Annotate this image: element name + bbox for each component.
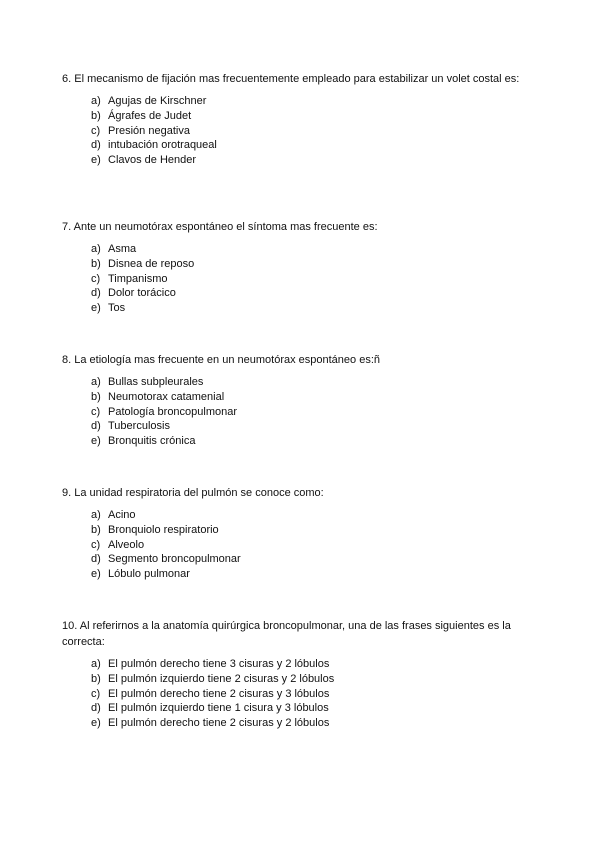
option-marker: e) [91, 154, 101, 167]
option-item [62, 567, 540, 582]
option-marker: c) [91, 405, 101, 418]
option-marker: a) [91, 509, 101, 521]
options-list [62, 508, 540, 582]
option-marker: b) [91, 109, 101, 122]
question [62, 352, 540, 449]
option-marker: e) [91, 302, 101, 315]
option-item [62, 257, 540, 272]
option-marker: a) [91, 95, 101, 107]
option-text: Neumotorax catamenial [108, 390, 225, 403]
option-item [62, 286, 540, 301]
question [62, 485, 540, 582]
option-text: Alveolo [108, 538, 145, 551]
option-item [62, 538, 540, 553]
option-text: Clavos de Hender [108, 154, 197, 167]
options-list [62, 375, 540, 449]
option-marker: c) [91, 538, 101, 551]
question-stem: 10. Al referirnos a la anatomía quirúrgica broncopulmonar, una de las frases siguientes es la correcta: [62, 620, 511, 648]
option-item [62, 657, 540, 672]
option-item [62, 94, 540, 109]
question-stem: 6. El mecanismo de fijación mas frecuentemente empleado para estabilizar un volet costal es: [62, 73, 520, 85]
option-marker: e) [91, 435, 101, 448]
option-text: Lóbulo pulmonar [108, 568, 190, 581]
option-item [62, 124, 540, 139]
option-item [62, 272, 540, 287]
question-stem: 8. La etiología mas frecuente en un neumotórax espontáneo es:ñ [62, 354, 380, 366]
option-item [62, 390, 540, 405]
option-item [62, 552, 540, 567]
option-marker: c) [91, 272, 101, 285]
option-marker: b) [91, 390, 101, 403]
option-text: El pulmón derecho tiene 2 cisuras y 3 lóbulos [108, 687, 330, 700]
question [62, 219, 540, 316]
option-marker: c) [91, 124, 101, 137]
option-marker: a) [91, 658, 101, 670]
option-item [62, 375, 540, 390]
option-text: Disnea de reposo [108, 257, 195, 270]
option-item [62, 301, 540, 316]
option-marker: a) [91, 376, 101, 388]
option-marker: e) [91, 568, 101, 581]
option-marker: d) [91, 420, 101, 433]
option-marker: d) [91, 287, 101, 300]
option-text: Tuberculosis [108, 420, 170, 433]
option-item [62, 672, 540, 687]
option-item [62, 523, 540, 538]
option-marker: b) [91, 523, 101, 536]
option-item [62, 153, 540, 168]
option-text: El pulmón izquierdo tiene 2 cisuras y 2 lóbulos [108, 672, 335, 685]
question [62, 71, 540, 168]
option-text: Tos [108, 302, 126, 315]
option-text: Segmento broncopulmonar [108, 553, 241, 566]
option-text: El pulmón izquierdo tiene 1 cisura y 3 lóbulos [108, 702, 329, 715]
option-text: Bronquiolo respiratorio [108, 523, 219, 536]
option-text: Timpanismo [108, 272, 168, 285]
option-marker: c) [91, 687, 101, 700]
option-item [62, 716, 540, 731]
option-item [62, 242, 540, 257]
option-text: Presión negativa [108, 124, 190, 137]
option-text: Bronquitis crónica [108, 435, 196, 448]
option-item [62, 508, 540, 523]
option-item [62, 687, 540, 702]
option-item [62, 138, 540, 153]
question-stem: 7. Ante un neumotórax espontáneo el síntoma mas frecuente es: [62, 221, 378, 233]
options-list [62, 94, 540, 168]
option-marker: b) [91, 672, 101, 685]
option-text: Dolor torácico [108, 287, 176, 300]
option-item [62, 419, 540, 434]
option-marker: e) [91, 717, 101, 730]
option-text: Acino [108, 509, 136, 521]
option-text: Ágrafes de Judet [108, 109, 192, 122]
question-stem: 9. La unidad respiratoria del pulmón se conoce como: [62, 487, 324, 499]
option-text: El pulmón derecho tiene 2 cisuras y 2 lóbulos [108, 717, 330, 730]
option-text: Patología broncopulmonar [108, 405, 238, 418]
option-item [62, 109, 540, 124]
option-marker: a) [91, 243, 101, 255]
option-text: Agujas de Kirschner [108, 95, 207, 107]
option-text: El pulmón derecho tiene 3 cisuras y 2 lóbulos [108, 658, 330, 670]
option-marker: b) [91, 257, 101, 270]
option-text: Bullas subpleurales [108, 376, 204, 388]
question [62, 618, 540, 731]
option-marker: d) [91, 553, 101, 566]
option-item [62, 701, 540, 716]
option-marker: d) [91, 139, 101, 152]
option-text: intubación orotraqueal [108, 139, 217, 152]
option-marker: d) [91, 702, 101, 715]
options-list [62, 657, 540, 731]
option-text: Asma [108, 243, 137, 255]
option-item [62, 434, 540, 449]
options-list [62, 242, 540, 316]
option-item [62, 405, 540, 420]
